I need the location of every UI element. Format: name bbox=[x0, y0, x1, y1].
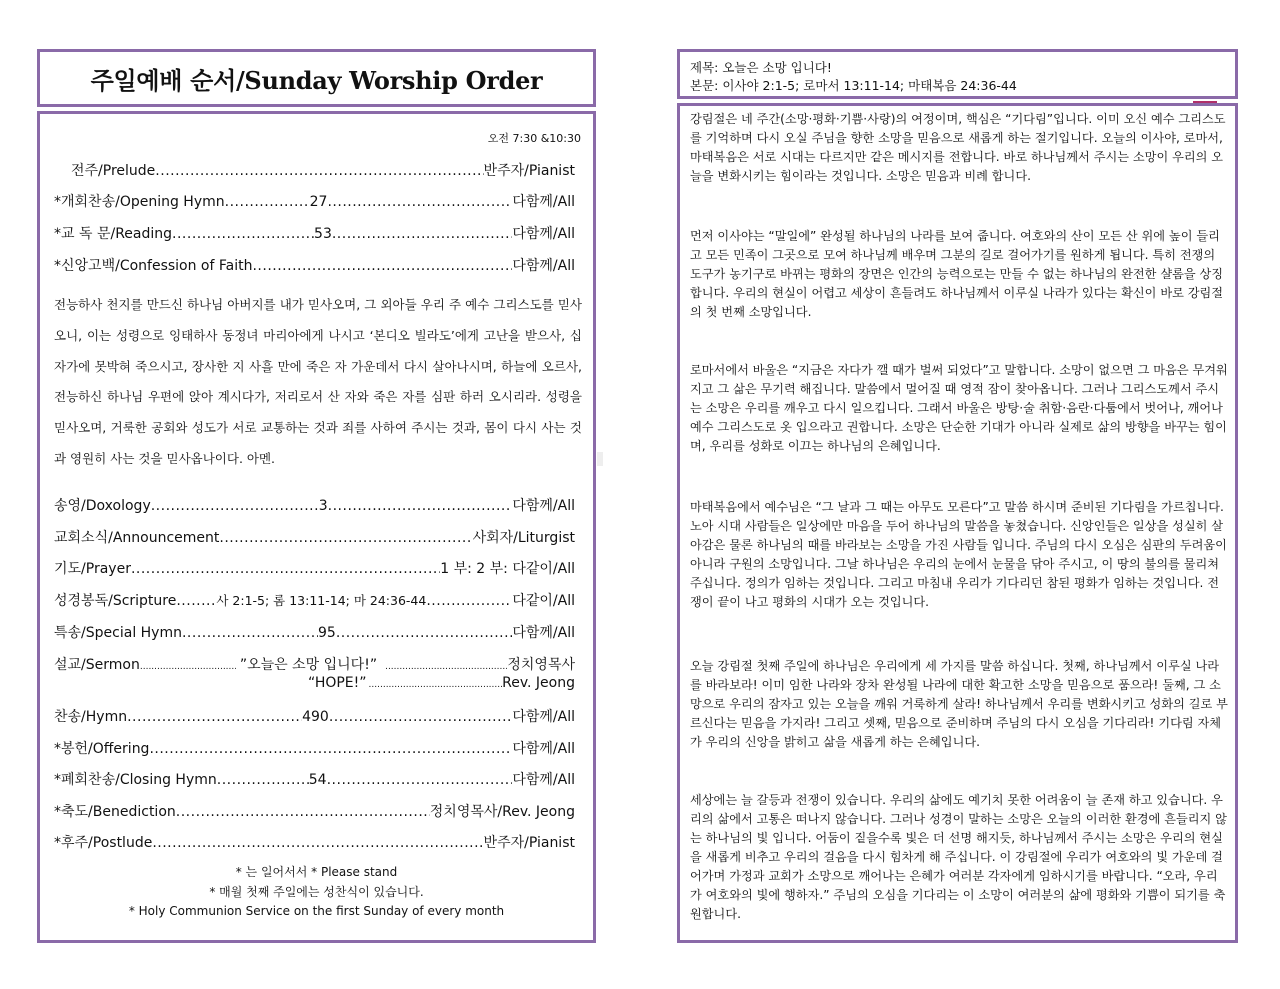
order-who: 1 부: 2 부: 다같이/All bbox=[440, 561, 575, 577]
order-who: 반주자/Pianist bbox=[483, 835, 575, 851]
order-number: 490 bbox=[302, 709, 329, 725]
order-label: *폐회찬송/Closing Hymn bbox=[54, 772, 217, 788]
order-number: 53 bbox=[314, 226, 332, 242]
order-label: *개회찬송/Opening Hymn bbox=[54, 194, 225, 210]
order-label: 송영/Doxology bbox=[54, 498, 151, 514]
order-row-sermon-en bbox=[308, 675, 575, 691]
sermon-preacher-en: Rev. Jeong bbox=[502, 675, 575, 691]
order-row-closing-hymn bbox=[54, 769, 575, 789]
note-stand: * 는 일어서서 * Please stand bbox=[235, 865, 398, 879]
order-label: 찬송/Hymn bbox=[54, 709, 128, 725]
footnotes bbox=[40, 863, 593, 922]
order-who: 다같이/All bbox=[512, 593, 575, 609]
order-label: *봉헌/Offering bbox=[54, 741, 150, 757]
sermon-paragraph: 로마서에서 바울은 “지금은 자다가 깰 때가 벌써 되었다”고 말합니다. 소망이 없으면 그 마음은 무겨워지고 그 삶은 무기력 해집니다. 말씀에서 멀어질 때 영적 잠이 찾아옵니다. 그러나 그리스도께서 주시는 소망은 우리를 깨우고 다시 일으킵니다. 그래서 바울은 방탕·술 취함·음란·다툼에서 벗어나, 깨어나 예수 그리스도로 옷 입으라고 권합니다. 소망은 단순한 기대가 아니라 실제로 삶의 방향을 바꾸는 힘이며, 우리를 성화로 이끄는 하나님의 은혜입니다. bbox=[690, 363, 1228, 453]
apostles-creed: 전능하사 천지를 만드신 하나님 아버지를 내가 믿사오며, 그 외아들 우리 주 예수 그리스도를 믿사오니, 이는 성령으로 잉태하사 동정녀 마리아에게 나시고 ‘본디오 빌라도’에게 고난을 받으사, 십자가에 못박혀 죽으시고, 장사한 지 사흘 만에 죽은 자 가운데서 다시 살아나시며, 하늘에 오르사, 전능하신 하나님 우편에 앉아 계시다가, 저리로서 산 자와 죽은 자를 심판 하러 오시리라. 성령을 믿사오며, 거룩한 공회와 성도가 서로 교통하는 것과 죄를 사하여 주시는 것과, 몸이 다시 사는 것과 영원히 사는 것을 믿사옵나이다. 아멘. bbox=[54, 297, 582, 466]
sermon-scripture: 본문: 이사야 2:1-5; 로마서 13:11-14; 마태복음 24:36-44 bbox=[690, 78, 1017, 93]
order-row-announcement bbox=[54, 527, 575, 547]
sermon-body-box bbox=[677, 103, 1238, 943]
order-who: 사회자/Liturgist bbox=[472, 530, 575, 546]
order-row-postlude bbox=[54, 832, 575, 852]
order-number: 3 bbox=[318, 498, 328, 514]
order-who: 다함께/All bbox=[512, 625, 575, 641]
sermon-title-ko: ”오늘은 소망 입니다!” bbox=[239, 657, 378, 673]
order-row-confession bbox=[54, 255, 575, 275]
order-row-offering bbox=[54, 738, 575, 758]
order-who: 반주자/Pianist bbox=[483, 163, 575, 179]
sermon-preacher-ko: 정치영목사 bbox=[507, 657, 575, 673]
note-communion-en: * Holy Communion Service on the first Sunday of every month bbox=[128, 904, 505, 918]
order-who: 다함께/All bbox=[512, 226, 575, 242]
sermon-paragraph: 먼저 이사야는 “말일에” 완성될 하나님의 나라를 보여 줍니다. 여호와의 산이 모든 산 위에 높이 들리고 모든 민족이 그곳으로 모여 하나님께 배우며 그분의 길로 걸어가기를 원하게 됩니다. 특히 전쟁의 도구가 농기구로 바뀌는 평화의 장면은 인간의 능력으로는 만들 수 없는 하나님의 완전한 샬롬을 상징합니다. 우리의 현실이 어렵고 세상이 흔들려도 하나님께서 이루실 나라가 있다는 확신이 바로 강림절의 첫 번째 소망입니다. bbox=[690, 229, 1224, 319]
note-communion-ko: * 매월 첫째 주일에는 성찬식이 있습니다. bbox=[209, 884, 424, 899]
order-row-benediction bbox=[54, 801, 575, 821]
order-number: 27 bbox=[309, 194, 328, 210]
order-row-special-hymn bbox=[54, 622, 575, 642]
order-who: 다함께/All bbox=[512, 258, 575, 274]
order-row-sermon bbox=[54, 654, 575, 674]
order-row-doxology bbox=[54, 495, 575, 515]
sermon-paragraph: 마태복음에서 예수님은 “그 날과 그 때는 아무도 모른다”고 말씀 하시며 준비된 기다림을 가르칩니다. 노아 시대 사람들은 일상에만 마음을 두어 하나님의 말씀을 놓쳤습니다. 신앙인들은 일상을 성실히 살아감은 물론 하나님의 때를 바라보는 소망을 가진 사람들 입니다. 주님의 다시 오심은 심판의 두려움이 아니라 구원의 소망입니다. 그날 하나님은 우리의 눈에서 눈물을 닦아 주시고, 이 땅의 불의를 물리쳐 주십니다. 정의가 임하는 것입니다. 그리고 마침내 우리가 기다리던 참된 평화가 임하는 것입니다. 전쟁이 끝이 나고 평화의 시대가 오는 것입니다. bbox=[690, 500, 1227, 609]
sermon-paragraph: 세상에는 늘 갈등과 전쟁이 있습니다. 우리의 삶에도 예기치 못한 어려움이 늘 존재 하고 있습니다. 우리의 삶에서 고통은 떠나지 않습니다. 그러나 성경이 말하는 소망은 오늘의 이러한 환경에 흔들리지 않는 하나님의 빛 입니다. 어둠이 짙을수록 빛은 더 선명 해지듯, 하나님께서 주시는 소망은 우리의 현실을 새롭게 비추고 우리의 걸음을 다시 힘차게 해 주십니다. 이 강림절에 우리가 여호와의 빛 가운데 걸어가며 가정과 교회가 소망으로 깨어나는 은혜가 여러분 각자에게 임하시기를 바랍니다. “오라, 우리가 여호와의 빛에 행하자.” 주님의 오심을 기다리는 이 소망이 여러분의 삶에 평화와 기쁨이 되기를 축원합니다. bbox=[690, 793, 1227, 921]
order-who: 다함께/All bbox=[512, 194, 575, 210]
order-row-prelude bbox=[71, 160, 575, 180]
sermon-title: 제목: 오늘은 소망 입니다! bbox=[690, 60, 832, 75]
order-scripture-refs: 사 2:1-5; 롬 13:11-14; 마 24:36-44 bbox=[216, 593, 427, 608]
order-label: *후주/Postlude bbox=[54, 835, 153, 851]
order-who: 정치영목사/Rev. Jeong bbox=[429, 804, 575, 820]
page-title: 주일예배 순서/Sunday Worship Order bbox=[90, 66, 543, 95]
order-who: 다함께/All bbox=[512, 741, 575, 757]
order-row-reading bbox=[54, 223, 575, 243]
service-time: 오전 7:30 &10:30 bbox=[487, 132, 581, 145]
order-who: 다함께/All bbox=[512, 709, 575, 725]
order-row-scripture bbox=[54, 590, 575, 610]
sermon-paragraph: 강림절은 네 주간(소망·평화·기쁨·사랑)의 여정이며, 핵심은 “기다림”입니다. 이미 오신 예수 그리스도를 기억하며 다시 오실 주님을 향한 소망을 믿음으로 새롭게 하는 절기입니다. 오늘의 이사야, 로마서, 마태복음은 서로 시대는 다르지만 같은 메시지를 전합니다. 바로 하나님께서 주시는 소망이 우리의 오늘을 변화시키는 힘이라는 것입니다. 소망은 믿음과 비례 합니다. bbox=[690, 112, 1226, 183]
order-label: *신앙고백/Confession of Faith bbox=[54, 258, 253, 274]
order-who: 다함께/All bbox=[512, 498, 575, 514]
order-label: *교 독 문/Reading bbox=[54, 226, 173, 242]
order-row-opening-hymn bbox=[54, 191, 575, 211]
order-row-prayer bbox=[54, 558, 575, 578]
order-who: 다함께/All bbox=[512, 772, 575, 788]
sermon-title-en: “HOPE!” bbox=[308, 675, 367, 691]
page-gutter-mark bbox=[597, 452, 603, 466]
order-label: 전주/Prelude bbox=[71, 163, 156, 179]
order-number: 95 bbox=[317, 625, 336, 641]
sermon-paragraph: 오늘 강림절 첫째 주일에 하나님은 우리에게 세 가지를 말씀 하십니다. 첫째, 하나님께서 이루실 나라를 바라보라! 이미 임한 나라와 장차 완성될 나라에 대한 확고한 소망을 믿음으로 품으라! 둘째, 그 소망으로 우리의 잠자고 있는 오늘을 깨워 거룩하게 살라! 하나님께서 우리를 변화시키고 성화의 길로 부르신다는 믿음을 가지라! 그리고 셋째, 믿음으로 준비하며 주님의 다시 오심을 기다리라! 기다림 자체가 우리의 신앙을 밝히고 삶을 새롭게 하는 은혜입니다. bbox=[690, 659, 1228, 749]
order-row-hymn bbox=[54, 706, 575, 726]
order-label: 기도/Prayer bbox=[54, 561, 131, 577]
left-title-box bbox=[37, 49, 596, 107]
order-label: 교회소식/Announcement bbox=[54, 530, 220, 546]
order-number: 54 bbox=[308, 772, 327, 788]
order-label: 특송/Special Hymn bbox=[54, 625, 182, 641]
order-label: *축도/Benediction bbox=[54, 804, 176, 820]
sermon-header-box bbox=[677, 49, 1238, 99]
worship-order-box bbox=[37, 111, 596, 943]
order-label: 성경봉독/Scripture bbox=[54, 593, 177, 609]
order-label: 설교/Sermon bbox=[54, 657, 140, 673]
